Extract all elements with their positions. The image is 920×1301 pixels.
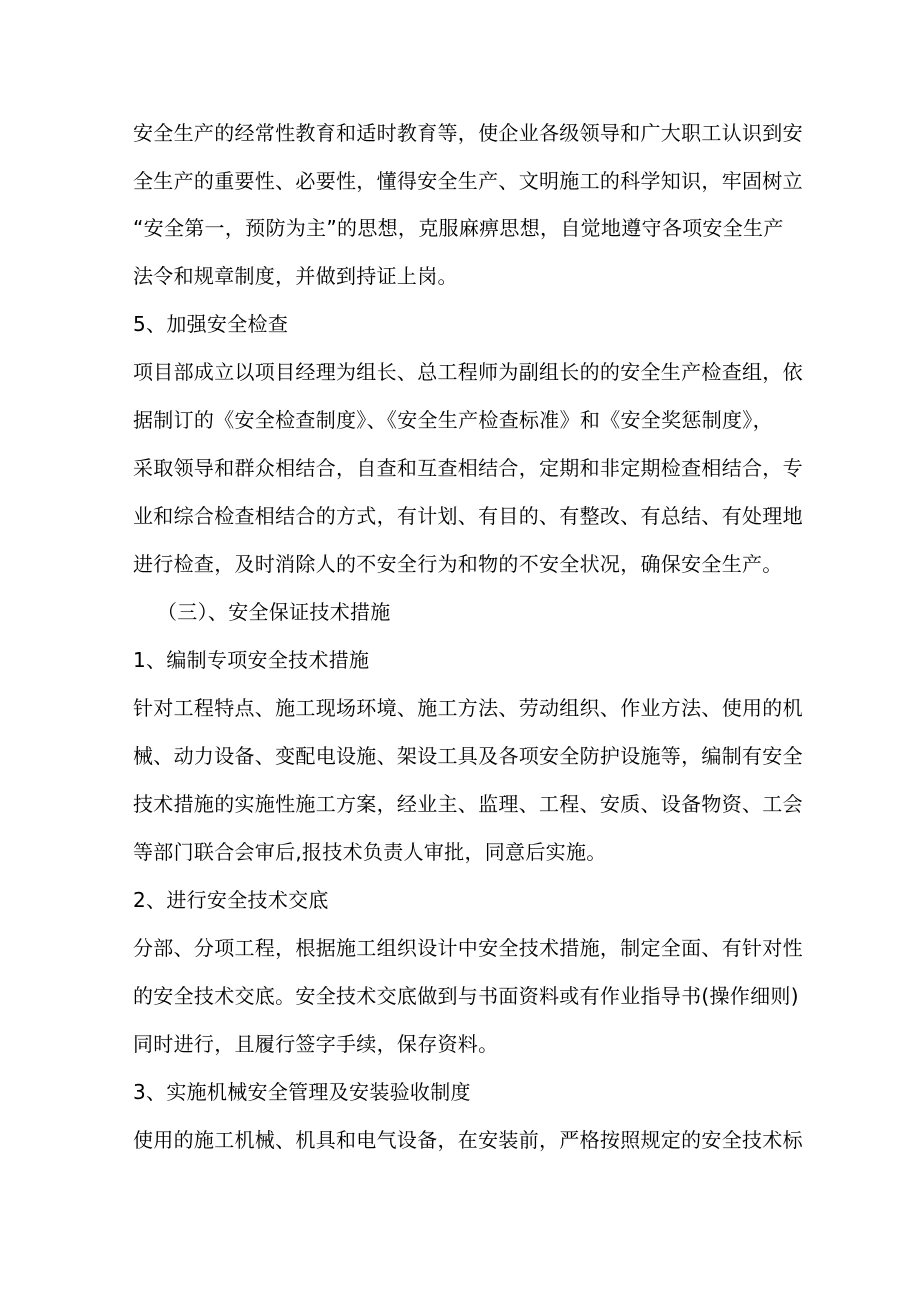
paragraph-line: 使用的施工机械、机具和电气设备，在安装前，严格按照规定的安全技术标 [133, 1128, 803, 1152]
paragraph-line: 的安全技术交底。安全技术交底做到与书面资料或有作业指导书(操作细则) [133, 984, 799, 1008]
section-heading: 5、加强安全检查 [133, 312, 289, 336]
paragraph-line: 据制订的《安全检查制度》、《安全生产检查标准》和《安全奖惩制度》， [133, 408, 773, 432]
paragraph-line: 业和综合检查相结合的方式，有计划、有目的、有整改、有总结、有处理地 [133, 504, 803, 528]
section-heading: 2、进行安全技术交底 [133, 888, 329, 912]
paragraph-line: “安全第一，预防为主”的思想，克服麻痹思想，自觉地遵守各项安全生产 [133, 216, 784, 240]
chapter-heading: （三）、安全保证技术措施 [157, 600, 391, 624]
paragraph-line: 进行检查，及时消除人的不安全行为和物的不安全状况，确保安全生产。 [133, 552, 783, 576]
paragraph-line: 分部、分项工程，根据施工组织设计中安全技术措施，制定全面、有针对性 [133, 936, 803, 960]
paragraph-line: 针对工程特点、施工现场环境、施工方法、劳动组织、作业方法、使用的机 [133, 696, 803, 720]
paragraph-line: 全生产的重要性、必要性，懂得安全生产、文明施工的科学知识，牢固树立 [133, 169, 803, 193]
section-heading: 1、编制专项安全技术措施 [133, 648, 370, 672]
paragraph-line: 项目部成立以项目经理为组长、总工程师为副组长的的安全生产检查组，依 [133, 360, 803, 384]
paragraph-line: 技术措施的实施性施工方案，经业主、监理、工程、安质、设备物资、工会 [133, 792, 803, 816]
section-heading: 3、实施机械安全管理及安装验收制度 [133, 1080, 471, 1104]
paragraph-line: 等部门联合会审后,报技术负责人审批，同意后实施。 [133, 840, 607, 864]
paragraph-line: 同时进行，且履行签字手续，保存资料。 [133, 1032, 499, 1056]
paragraph-line: 采取领导和群众相结合，自查和互查相结合，定期和非定期检查相结合，专 [133, 456, 803, 480]
paragraph-line: 法令和规章制度，并做到持证上岗。 [133, 264, 458, 288]
paragraph-line: 械、动力设备、变配电设施、架设工具及各项安全防护设施等，编制有安全 [133, 744, 803, 768]
paragraph-line: 安全生产的经常性教育和适时教育等，使企业各级领导和广大职工认识到安 [133, 121, 803, 145]
